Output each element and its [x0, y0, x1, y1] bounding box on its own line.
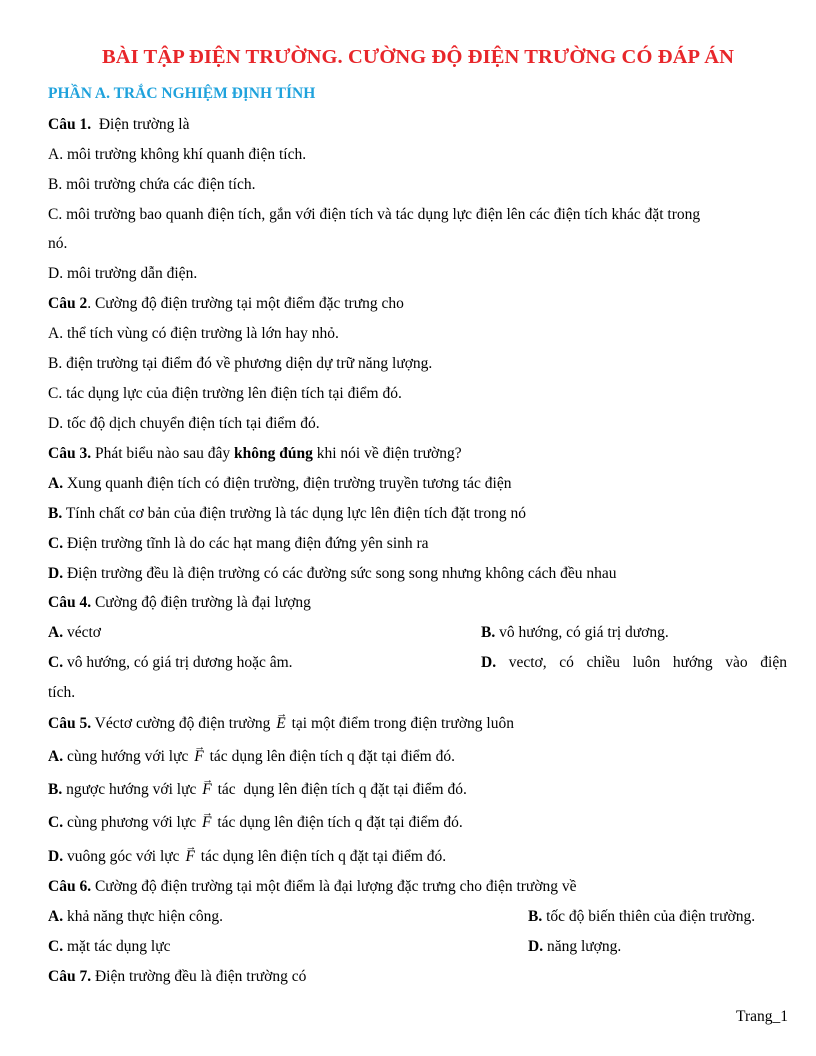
- question-label: Câu 1.: [48, 116, 92, 133]
- q1-option-c: C. môi trường bao quanh điện tích, gắn với điện tích và tác dụng lực điện lên các điện tích khác đặt trong: [48, 206, 701, 223]
- q4-option-d-continued: tích.: [48, 684, 76, 701]
- option-text: vô hướng, có giá trị dương hoặc âm.: [63, 654, 293, 671]
- vector-e-symbol: → E: [274, 714, 287, 734]
- q3-option-c: [48, 534, 429, 554]
- q1-option-b: B. môi trường chứa các điện tích.: [48, 176, 256, 193]
- option-text: vô hướng, có giá trị dương.: [495, 624, 669, 641]
- option-text-end: tác dụng lên điện tích q đặt tại điểm đó.: [213, 781, 467, 798]
- option-text: vuông góc với lực: [63, 848, 184, 865]
- question-text-end: khi nói về điện trường?: [312, 445, 462, 462]
- option-key: B.: [528, 908, 543, 925]
- q5-option-c: [48, 813, 463, 833]
- option-text: vectơ, có chiều luôn hướng vào điện: [496, 654, 787, 671]
- question-text: Phát biểu nào sau đây: [91, 445, 234, 462]
- question-2: [48, 294, 404, 314]
- option-text: cùng phương với lực: [63, 814, 201, 831]
- option-key: C.: [48, 654, 64, 671]
- option-text-end: tác dụng lên điện tích q đặt tại điểm đó.: [213, 814, 463, 831]
- option-key: B.: [481, 624, 496, 641]
- question-label: Câu 5.: [48, 715, 92, 732]
- question-text: . Cường độ điện trường tại một điểm đặc trưng cho: [87, 295, 404, 312]
- vector-f-symbol: → F: [200, 813, 213, 833]
- option-key: A.: [48, 475, 64, 492]
- section-heading: PHẦN A. TRẮC NGHIỆM ĐỊNH TÍNH: [48, 85, 316, 102]
- q1-option-c-continued: nó.: [48, 235, 68, 252]
- option-key: C.: [48, 814, 64, 831]
- q4-option-d: [481, 653, 787, 673]
- question-3: [48, 444, 462, 464]
- question-6: [48, 877, 577, 897]
- question-text-end: tại một điểm trong điện trường luôn: [287, 715, 514, 732]
- q6-option-c: [48, 937, 170, 957]
- question-emphasis: không đúng: [234, 445, 313, 462]
- q6-option-d: [528, 937, 621, 957]
- option-text-end: tác dụng lên điện tích q đặt tại điểm đó.: [205, 748, 455, 765]
- document-title: BÀI TẬP ĐIỆN TRƯỜNG. CƯỜNG ĐỘ ĐIỆN TRƯỜNG CÓ ĐÁP ÁN: [101, 46, 735, 68]
- q5-option-a: [48, 747, 455, 767]
- question-4: [48, 593, 311, 613]
- q4-option-c: [48, 653, 293, 673]
- question-label: Câu 4.: [48, 594, 92, 611]
- q5-option-b: [48, 780, 467, 800]
- q3-option-d: [48, 564, 617, 584]
- question-text: Cường độ điện trường là đại lượng: [91, 594, 311, 611]
- option-text: Xung quanh điện tích có điện trường, điện trường truyền tương tác điện: [63, 475, 512, 492]
- q2-option-c: C. tác dụng lực của điện trường lên điện tích tại điểm đó.: [48, 385, 402, 402]
- question-1: [48, 115, 189, 135]
- q1-option-d: D. môi trường dẫn điện.: [48, 265, 198, 282]
- question-label: Câu 2: [48, 295, 88, 312]
- option-text: véctơ: [63, 624, 101, 641]
- vector-f-symbol: → F: [200, 780, 213, 800]
- option-text: Tính chất cơ bản của điện trường là tác dụng lực lên điện tích đặt trong nó: [62, 505, 526, 522]
- q3-option-a: [48, 474, 511, 494]
- option-text: Điện trường tĩnh là do các hạt mang điện đứng yên sinh ra: [63, 535, 429, 552]
- q4-option-a: [48, 623, 101, 643]
- option-text: mặt tác dụng lực: [63, 938, 171, 955]
- question-label: Câu 6.: [48, 878, 92, 895]
- option-key: D.: [48, 848, 64, 865]
- option-key: B.: [48, 781, 63, 798]
- q1-option-a: A. môi trường không khí quanh điện tích.: [48, 146, 307, 163]
- option-key: C.: [48, 535, 64, 552]
- option-key: C.: [48, 938, 64, 955]
- question-5: [48, 714, 514, 734]
- option-text: năng lượng.: [543, 938, 622, 955]
- q4-option-b: [481, 623, 669, 643]
- question-label: Câu 3.: [48, 445, 92, 462]
- option-key: A.: [48, 748, 64, 765]
- question-text: Điện trường đều là điện trường có: [91, 968, 307, 985]
- option-key: B.: [48, 505, 63, 522]
- option-text: ngược hướng với lực: [62, 781, 201, 798]
- question-text: Véctơ cường độ điện trường: [91, 715, 275, 732]
- option-key: D.: [48, 565, 64, 582]
- option-key: D.: [481, 654, 497, 671]
- vector-f-symbol: → F: [192, 747, 205, 767]
- question-label: Câu 7.: [48, 968, 92, 985]
- q6-option-b: [528, 907, 755, 927]
- option-key: A.: [48, 624, 64, 641]
- vector-f-symbol: → F: [183, 847, 196, 867]
- q2-option-b: B. điện trường tại điểm đó về phương diện dự trữ năng lượng.: [48, 355, 433, 372]
- option-text-end: tác dụng lên điện tích q đặt tại điểm đó.: [196, 848, 447, 865]
- option-text: cùng hướng với lực: [63, 748, 193, 765]
- question-7: [48, 967, 306, 987]
- option-text: Điện trường đều là điện trường có các đường sức song song nhưng không cách đều nhau: [63, 565, 617, 582]
- question-text: Cường độ điện trường tại một điểm là đại lượng đặc trưng cho điện trường về: [91, 878, 577, 895]
- option-text: tốc độ biến thiên của điện trường.: [542, 908, 756, 925]
- option-key: A.: [48, 908, 64, 925]
- q6-option-a: [48, 907, 223, 927]
- question-text: Điện trường là: [91, 116, 190, 133]
- page-number: Trang_1: [736, 1008, 788, 1025]
- option-key: D.: [528, 938, 544, 955]
- q2-option-d: D. tốc độ dịch chuyển điện tích tại điểm đó.: [48, 415, 320, 432]
- option-text: khả năng thực hiện công.: [63, 908, 223, 925]
- q2-option-a: A. thể tích vùng có điện trường là lớn hay nhỏ.: [48, 325, 339, 342]
- q3-option-b: [48, 504, 526, 524]
- q5-option-d: [48, 847, 446, 867]
